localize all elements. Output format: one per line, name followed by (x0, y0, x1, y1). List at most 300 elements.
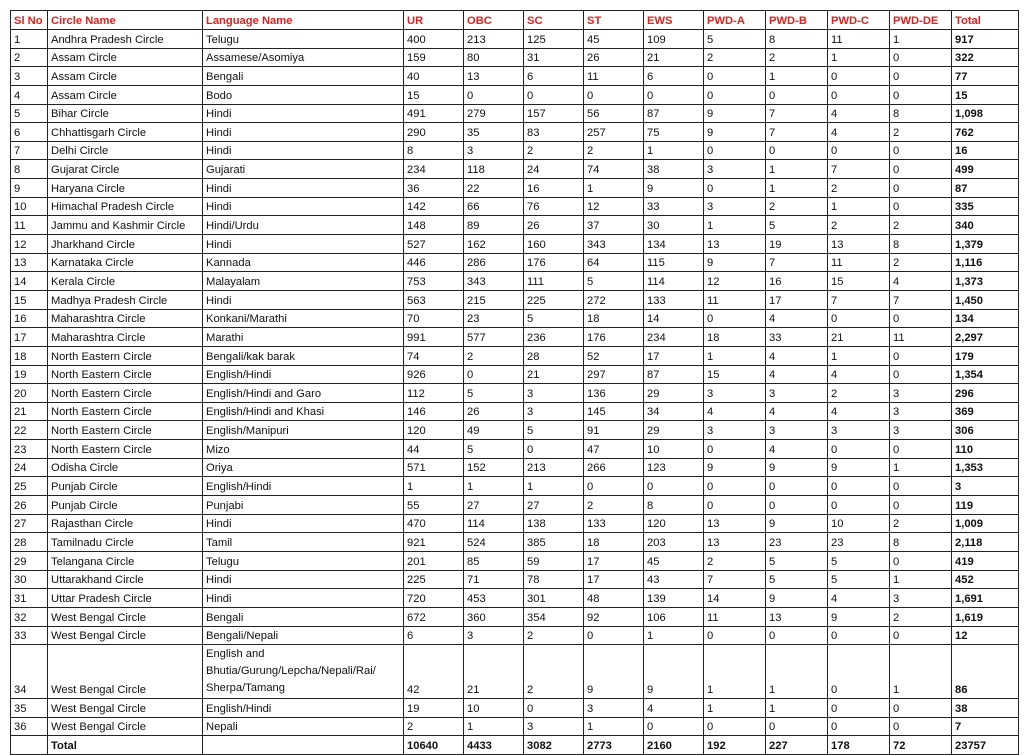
cell-pwd-de: 3 (890, 421, 952, 440)
cell-st: 26 (584, 48, 644, 67)
cell-ur: 446 (404, 253, 464, 272)
cell-sc: 160 (524, 235, 584, 254)
cell-pwd-a: 9 (704, 458, 766, 477)
cell-circle-name: North Eastern Circle (48, 421, 203, 440)
cell-pwd-c: 9 (828, 458, 890, 477)
cell-obc: 26 (464, 402, 524, 421)
cell-language-name: Hindi (203, 514, 404, 533)
cell-ews: 4 (644, 699, 704, 718)
cell-st: 343 (584, 235, 644, 254)
cell-pwd-b: 4 (766, 440, 828, 459)
cell-pwd-b: 1 (766, 179, 828, 198)
cell-pwd-de: 2 (890, 514, 952, 533)
cell-circle-name: Chhattisgarh Circle (48, 123, 203, 142)
cell-language-name: Telugu (203, 551, 404, 570)
cell-obc: 5 (464, 440, 524, 459)
cell-sc: 125 (524, 30, 584, 49)
cell-obc: 23 (464, 309, 524, 328)
cell-st: 17 (584, 570, 644, 589)
cell-pwd-de: 2 (890, 607, 952, 626)
cell-pwd-c: 0 (828, 85, 890, 104)
cell-st: 52 (584, 346, 644, 365)
cell-circle-name: West Bengal Circle (48, 717, 203, 736)
cell-language-name: English/Manipuri (203, 421, 404, 440)
cell-pwd-de: 0 (890, 48, 952, 67)
cell-language-name: Hindi (203, 570, 404, 589)
cell-sl-no: 23 (11, 440, 48, 459)
cell-pwd-c: 0 (828, 626, 890, 645)
table-row (11, 607, 1019, 626)
cell-language-name: English/Hindi (203, 699, 404, 718)
cell-pwd-a: 0 (704, 141, 766, 160)
cell-sc: 24 (524, 160, 584, 179)
cell-pwd-b: 4 (766, 365, 828, 384)
cell-ur: 74 (404, 346, 464, 365)
cell-ur: 70 (404, 309, 464, 328)
cell-st: 18 (584, 309, 644, 328)
cell-st: 64 (584, 253, 644, 272)
cell-sl-no: 3 (11, 67, 48, 86)
cell-ur: 15 (404, 85, 464, 104)
cell-circle-name: North Eastern Circle (48, 365, 203, 384)
cell-total: 452 (952, 570, 1019, 589)
cell-st: 297 (584, 365, 644, 384)
total-cell-st: 2773 (584, 736, 644, 755)
cell-ur: 40 (404, 67, 464, 86)
cell-pwd-b: 2 (766, 197, 828, 216)
cell-total: 110 (952, 440, 1019, 459)
cell-ur: 991 (404, 328, 464, 347)
cell-ews: 139 (644, 589, 704, 608)
cell-sc: 2 (524, 645, 584, 699)
cell-total: 322 (952, 48, 1019, 67)
table-row (11, 123, 1019, 142)
cell-obc: 215 (464, 290, 524, 309)
cell-pwd-b: 1 (766, 645, 828, 699)
table-row (11, 179, 1019, 198)
cell-pwd-de: 0 (890, 626, 952, 645)
cell-language-name: Konkani/Marathi (203, 309, 404, 328)
cell-pwd-b: 0 (766, 85, 828, 104)
cell-pwd-b: 9 (766, 589, 828, 608)
cell-obc: 524 (464, 533, 524, 552)
cell-obc: 80 (464, 48, 524, 67)
cell-pwd-c: 0 (828, 496, 890, 515)
cell-total: 1,354 (952, 365, 1019, 384)
total-cell-pwd-a: 192 (704, 736, 766, 755)
cell-sc: 138 (524, 514, 584, 533)
cell-pwd-b: 9 (766, 458, 828, 477)
cell-st: 0 (584, 85, 644, 104)
cell-sl-no: 30 (11, 570, 48, 589)
cell-ur: 571 (404, 458, 464, 477)
cell-pwd-c: 4 (828, 402, 890, 421)
table-row (11, 30, 1019, 49)
cell-total: 340 (952, 216, 1019, 235)
cell-obc: 13 (464, 67, 524, 86)
cell-pwd-a: 18 (704, 328, 766, 347)
cell-total: 15 (952, 85, 1019, 104)
cell-total: 86 (952, 645, 1019, 699)
cell-pwd-c: 0 (828, 440, 890, 459)
header-pwd-c: PWD-C (828, 11, 890, 30)
table-row (11, 551, 1019, 570)
cell-pwd-a: 3 (704, 197, 766, 216)
cell-total: 1,691 (952, 589, 1019, 608)
cell-pwd-b: 5 (766, 551, 828, 570)
cell-ews: 234 (644, 328, 704, 347)
cell-sc: 176 (524, 253, 584, 272)
cell-pwd-de: 3 (890, 402, 952, 421)
cell-pwd-de: 0 (890, 67, 952, 86)
table-row (11, 160, 1019, 179)
cell-sl-no: 22 (11, 421, 48, 440)
cell-st: 1 (584, 717, 644, 736)
cell-sl-no: 36 (11, 717, 48, 736)
table-row (11, 514, 1019, 533)
cell-sl-no: 27 (11, 514, 48, 533)
cell-sc: 5 (524, 309, 584, 328)
cell-pwd-c: 9 (828, 607, 890, 626)
cell-st: 11 (584, 67, 644, 86)
cell-obc: 71 (464, 570, 524, 589)
header-pwd-b: PWD-B (766, 11, 828, 30)
cell-pwd-c: 5 (828, 551, 890, 570)
cell-pwd-a: 0 (704, 309, 766, 328)
cell-st: 9 (584, 645, 644, 699)
cell-pwd-a: 0 (704, 477, 766, 496)
cell-ews: 0 (644, 477, 704, 496)
cell-obc: 118 (464, 160, 524, 179)
table-row (11, 477, 1019, 496)
cell-ur: 753 (404, 272, 464, 291)
cell-language-name: Mizo (203, 440, 404, 459)
cell-ews: 43 (644, 570, 704, 589)
cell-pwd-a: 3 (704, 384, 766, 403)
cell-circle-name: Gujarat Circle (48, 160, 203, 179)
cell-language-name: Bengali (203, 607, 404, 626)
table-body (11, 30, 1019, 755)
cell-pwd-a: 4 (704, 402, 766, 421)
cell-pwd-c: 11 (828, 253, 890, 272)
cell-ews: 134 (644, 235, 704, 254)
cell-pwd-a: 0 (704, 626, 766, 645)
cell-ur: 2 (404, 717, 464, 736)
header-total: Total (952, 11, 1019, 30)
cell-st: 17 (584, 551, 644, 570)
cell-pwd-a: 1 (704, 645, 766, 699)
cell-st: 74 (584, 160, 644, 179)
cell-pwd-c: 4 (828, 365, 890, 384)
cell-total: 306 (952, 421, 1019, 440)
cell-total: 1,353 (952, 458, 1019, 477)
cell-sc: 0 (524, 440, 584, 459)
cell-pwd-c: 3 (828, 421, 890, 440)
cell-circle-name: Delhi Circle (48, 141, 203, 160)
cell-pwd-de: 3 (890, 589, 952, 608)
vacancy-table (10, 10, 1019, 755)
cell-sl-no: 13 (11, 253, 48, 272)
cell-pwd-b: 5 (766, 216, 828, 235)
cell-circle-name: Jammu and Kashmir Circle (48, 216, 203, 235)
cell-obc: 3 (464, 141, 524, 160)
cell-language-name: English/Hindi (203, 477, 404, 496)
table-row (11, 458, 1019, 477)
cell-ur: 563 (404, 290, 464, 309)
cell-circle-name: Haryana Circle (48, 179, 203, 198)
header-pwd-de: PWD-DE (890, 11, 952, 30)
cell-sc: 28 (524, 346, 584, 365)
header-ur: UR (404, 11, 464, 30)
cell-ews: 75 (644, 123, 704, 142)
table-row (11, 235, 1019, 254)
cell-circle-name: North Eastern Circle (48, 440, 203, 459)
cell-pwd-de: 2 (890, 253, 952, 272)
cell-ur: 146 (404, 402, 464, 421)
cell-pwd-b: 19 (766, 235, 828, 254)
cell-pwd-c: 2 (828, 179, 890, 198)
cell-ews: 87 (644, 365, 704, 384)
total-cell-pwd-de: 72 (890, 736, 952, 755)
cell-ur: 225 (404, 570, 464, 589)
cell-sc: 83 (524, 123, 584, 142)
cell-sc: 31 (524, 48, 584, 67)
table-row (11, 533, 1019, 552)
table-row (11, 402, 1019, 421)
cell-st: 133 (584, 514, 644, 533)
cell-ews: 10 (644, 440, 704, 459)
cell-ur: 6 (404, 626, 464, 645)
cell-ews: 106 (644, 607, 704, 626)
cell-language-name: Gujarati (203, 160, 404, 179)
cell-obc: 286 (464, 253, 524, 272)
cell-circle-name: North Eastern Circle (48, 346, 203, 365)
cell-sl-no: 1 (11, 30, 48, 49)
cell-pwd-de: 1 (890, 458, 952, 477)
cell-language-name: Bengali/Nepali (203, 626, 404, 645)
cell-pwd-a: 1 (704, 699, 766, 718)
cell-sc: 157 (524, 104, 584, 123)
cell-circle-name: Odisha Circle (48, 458, 203, 477)
cell-ews: 45 (644, 551, 704, 570)
cell-sc: 111 (524, 272, 584, 291)
cell-pwd-de: 8 (890, 235, 952, 254)
cell-sl-no: 26 (11, 496, 48, 515)
cell-st: 266 (584, 458, 644, 477)
cell-language-name: Marathi (203, 328, 404, 347)
cell-language-name: Hindi (203, 290, 404, 309)
cell-pwd-a: 9 (704, 123, 766, 142)
cell-pwd-b: 1 (766, 67, 828, 86)
cell-sl-no: 4 (11, 85, 48, 104)
header-sl-no: Sl No (11, 11, 48, 30)
cell-sl-no: 17 (11, 328, 48, 347)
cell-ur: 201 (404, 551, 464, 570)
cell-pwd-de: 7 (890, 290, 952, 309)
cell-pwd-a: 0 (704, 496, 766, 515)
cell-total: 12 (952, 626, 1019, 645)
cell-pwd-a: 0 (704, 67, 766, 86)
cell-pwd-c: 15 (828, 272, 890, 291)
cell-circle-name: Bihar Circle (48, 104, 203, 123)
cell-obc: 162 (464, 235, 524, 254)
cell-language-name: Tamil (203, 533, 404, 552)
cell-obc: 279 (464, 104, 524, 123)
cell-obc: 89 (464, 216, 524, 235)
table-row (11, 85, 1019, 104)
cell-sl-no: 15 (11, 290, 48, 309)
cell-st: 1 (584, 179, 644, 198)
cell-sc: 26 (524, 216, 584, 235)
cell-sc: 2 (524, 141, 584, 160)
cell-circle-name: Rajasthan Circle (48, 514, 203, 533)
cell-pwd-a: 13 (704, 514, 766, 533)
cell-pwd-de: 0 (890, 160, 952, 179)
cell-obc: 152 (464, 458, 524, 477)
cell-total: 134 (952, 309, 1019, 328)
total-row (11, 736, 1019, 755)
cell-pwd-c: 2 (828, 216, 890, 235)
table-row (11, 717, 1019, 736)
cell-sl-no: 10 (11, 197, 48, 216)
cell-sl-no: 9 (11, 179, 48, 198)
cell-ews: 87 (644, 104, 704, 123)
header-language-name: Language Name (203, 11, 404, 30)
cell-total: 369 (952, 402, 1019, 421)
cell-pwd-de: 0 (890, 179, 952, 198)
cell-pwd-a: 9 (704, 104, 766, 123)
cell-total: 335 (952, 197, 1019, 216)
cell-total: 1,619 (952, 607, 1019, 626)
header-circle-name: Circle Name (48, 11, 203, 30)
cell-sc: 354 (524, 607, 584, 626)
cell-total: 1,379 (952, 235, 1019, 254)
cell-st: 257 (584, 123, 644, 142)
cell-pwd-a: 1 (704, 346, 766, 365)
total-cell-pwd-b: 227 (766, 736, 828, 755)
cell-pwd-de: 0 (890, 496, 952, 515)
cell-pwd-de: 0 (890, 197, 952, 216)
cell-pwd-c: 1 (828, 48, 890, 67)
cell-pwd-c: 2 (828, 384, 890, 403)
cell-pwd-b: 17 (766, 290, 828, 309)
cell-pwd-c: 4 (828, 104, 890, 123)
cell-pwd-a: 11 (704, 290, 766, 309)
table-row (11, 272, 1019, 291)
total-cell-ur: 10640 (404, 736, 464, 755)
cell-sl-no: 11 (11, 216, 48, 235)
cell-pwd-b: 5 (766, 570, 828, 589)
cell-pwd-de: 8 (890, 104, 952, 123)
cell-sc: 3 (524, 402, 584, 421)
cell-sc: 1 (524, 477, 584, 496)
cell-language-name: English and Bhutia/Gurung/Lepcha/Nepali/Rai/ Sherpa/Tamang (203, 645, 404, 699)
cell-pwd-b: 2 (766, 48, 828, 67)
cell-pwd-a: 14 (704, 589, 766, 608)
cell-st: 136 (584, 384, 644, 403)
cell-ews: 9 (644, 179, 704, 198)
cell-sc: 301 (524, 589, 584, 608)
cell-language-name: Hindi (203, 104, 404, 123)
cell-pwd-c: 10 (828, 514, 890, 533)
cell-language-name: Hindi/Urdu (203, 216, 404, 235)
total-cell-total: 23757 (952, 736, 1019, 755)
cell-pwd-de: 0 (890, 699, 952, 718)
total-cell-sc: 3082 (524, 736, 584, 755)
cell-circle-name: Assam Circle (48, 85, 203, 104)
cell-st: 92 (584, 607, 644, 626)
cell-ur: 55 (404, 496, 464, 515)
cell-pwd-b: 7 (766, 123, 828, 142)
cell-sc: 5 (524, 421, 584, 440)
cell-ews: 8 (644, 496, 704, 515)
cell-pwd-de: 0 (890, 440, 952, 459)
cell-ews: 33 (644, 197, 704, 216)
cell-pwd-a: 15 (704, 365, 766, 384)
cell-total: 87 (952, 179, 1019, 198)
cell-ews: 14 (644, 309, 704, 328)
cell-total: 419 (952, 551, 1019, 570)
cell-st: 18 (584, 533, 644, 552)
cell-ur: 42 (404, 645, 464, 699)
cell-obc: 577 (464, 328, 524, 347)
cell-total: 179 (952, 346, 1019, 365)
cell-obc: 5 (464, 384, 524, 403)
cell-obc: 2 (464, 346, 524, 365)
cell-pwd-c: 4 (828, 589, 890, 608)
cell-pwd-a: 0 (704, 717, 766, 736)
table-row (11, 309, 1019, 328)
cell-language-name: Assamese/Asomiya (203, 48, 404, 67)
cell-sc: 385 (524, 533, 584, 552)
header-row (11, 11, 1019, 30)
cell-st: 176 (584, 328, 644, 347)
cell-st: 2 (584, 496, 644, 515)
cell-pwd-b: 33 (766, 328, 828, 347)
cell-circle-name: West Bengal Circle (48, 626, 203, 645)
cell-ews: 0 (644, 717, 704, 736)
cell-pwd-de: 2 (890, 216, 952, 235)
table-row (11, 496, 1019, 515)
cell-pwd-a: 13 (704, 533, 766, 552)
cell-language-name: English/Hindi (203, 365, 404, 384)
cell-total: 119 (952, 496, 1019, 515)
cell-obc: 35 (464, 123, 524, 142)
table-row (11, 365, 1019, 384)
cell-circle-name: Maharashtra Circle (48, 309, 203, 328)
cell-sl-no: 31 (11, 589, 48, 608)
cell-language-name: Hindi (203, 589, 404, 608)
cell-language-name: Punjabi (203, 496, 404, 515)
cell-circle-name: Uttarakhand Circle (48, 570, 203, 589)
cell-ur: 19 (404, 699, 464, 718)
cell-total: 7 (952, 717, 1019, 736)
cell-ur: 921 (404, 533, 464, 552)
cell-sl-no: 18 (11, 346, 48, 365)
cell-obc: 21 (464, 645, 524, 699)
cell-sc: 2 (524, 626, 584, 645)
cell-ur: 159 (404, 48, 464, 67)
cell-pwd-c: 0 (828, 645, 890, 699)
cell-pwd-c: 0 (828, 141, 890, 160)
table-row (11, 48, 1019, 67)
cell-sl-no: 8 (11, 160, 48, 179)
cell-pwd-b: 0 (766, 717, 828, 736)
cell-sl-no: 5 (11, 104, 48, 123)
cell-ur: 491 (404, 104, 464, 123)
cell-sl-no: 7 (11, 141, 48, 160)
cell-circle-name: Maharashtra Circle (48, 328, 203, 347)
